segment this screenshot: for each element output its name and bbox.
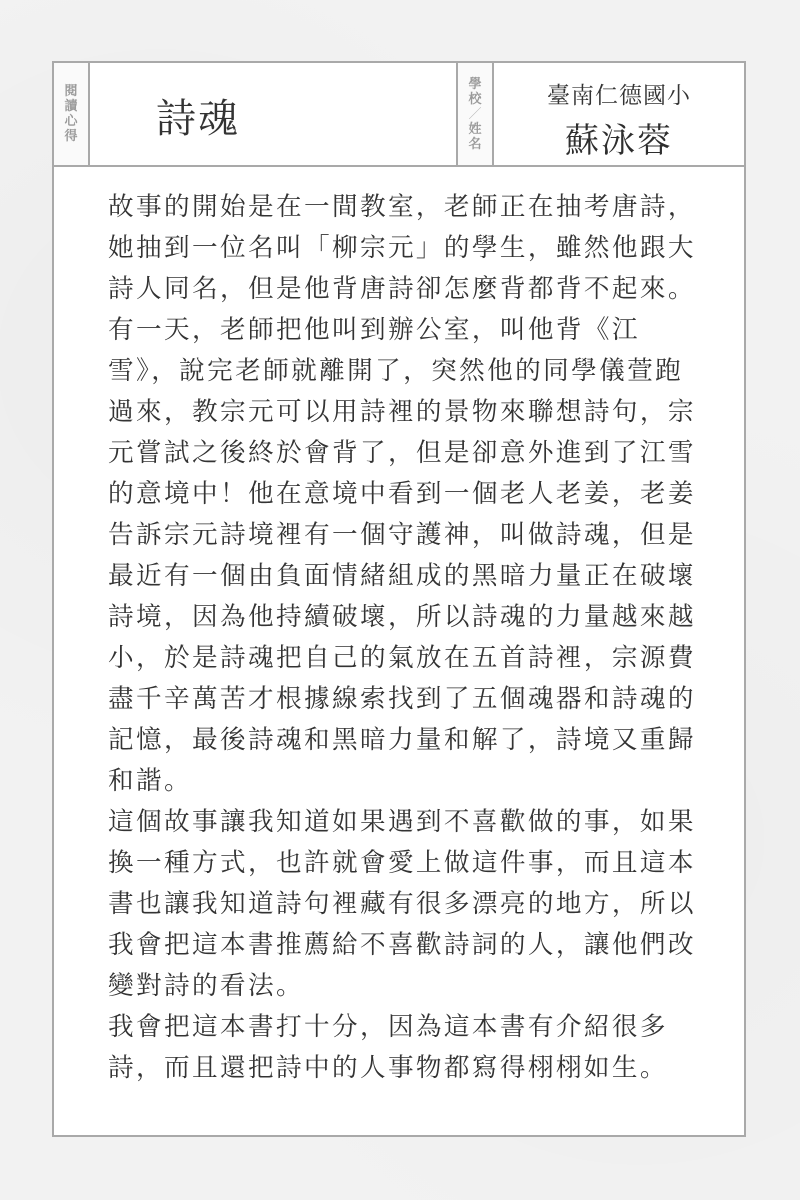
book-title-cell (90, 63, 458, 165)
paragraph-intro: 故事的開始是在一間教室，老師正在抽考唐詩，她抽到一位名叫「柳宗元」的學生，雖然他跟大詩人同名，但是他背唐詩卻怎麼背都背不起來。 (108, 192, 696, 304)
label-char: 校 (468, 91, 482, 107)
student-name: 蘇泳蓉 (565, 121, 673, 161)
label-separator: ／ (468, 106, 482, 122)
paragraph-story: 有一天，老師把他叫到辦公室，叫他背《江雪》，說完老師就離開了，突然他的同學儀萱跑過來，教宗元可以用詩裡的景物來聯想詩句，宗元嘗試之後終於會背了，但是卻意外進到了江雪的意境中！他在意境中看到一個老人老姜，老姜告訴宗元詩境裡有一個守護神，叫做詩魂，但是最近有一個由負面情緒組成的黑暗力量正在破壞詩境，因為他持續破壞，所以詩魂的力量越來越小，於是詩魂把自己的氣放在五首詩裡，宗源費盡千辛萬苦才根據線索找到了五個魂器和詩魂的記憶，最後詩魂和黑暗力量和解了，詩境又重歸和諧。 (108, 315, 696, 796)
reading-report-label (54, 63, 88, 165)
report-body (108, 187, 696, 1089)
label-char: 學 (468, 76, 482, 92)
book-title: 詩魂 (156, 96, 240, 142)
paragraph-rating: 我會把這本書打十分，因為這本書有介紹很多詩，而且還把詩中的人事物都寫得栩栩如生。 (108, 1012, 668, 1083)
label-char: 得 (64, 129, 78, 144)
label-char: 讀 (64, 99, 78, 114)
reading-report-sheet (52, 61, 746, 1137)
reading-report-label-cell (54, 63, 90, 165)
paragraph-reflection: 這個故事讓我知道如果遇到不喜歡做的事，如果換一種方式，也許就會愛上做這件事，而且這本書也讓我知道詩句裡藏有很多漂亮的地方，所以我會把這本書推薦給不喜歡詩詞的人，讓他們改變對詩的看法。 (108, 807, 696, 1001)
school-student-cell (494, 63, 744, 165)
label-char: 閱 (64, 84, 78, 99)
label-char: 心 (64, 114, 78, 129)
school-name: 臺南仁德國小 (547, 83, 691, 109)
school-name-label-cell (458, 63, 494, 165)
school-name-label (458, 63, 492, 165)
label-char: 姓 (468, 121, 482, 137)
label-char: 名 (468, 136, 482, 152)
report-header (54, 63, 744, 167)
